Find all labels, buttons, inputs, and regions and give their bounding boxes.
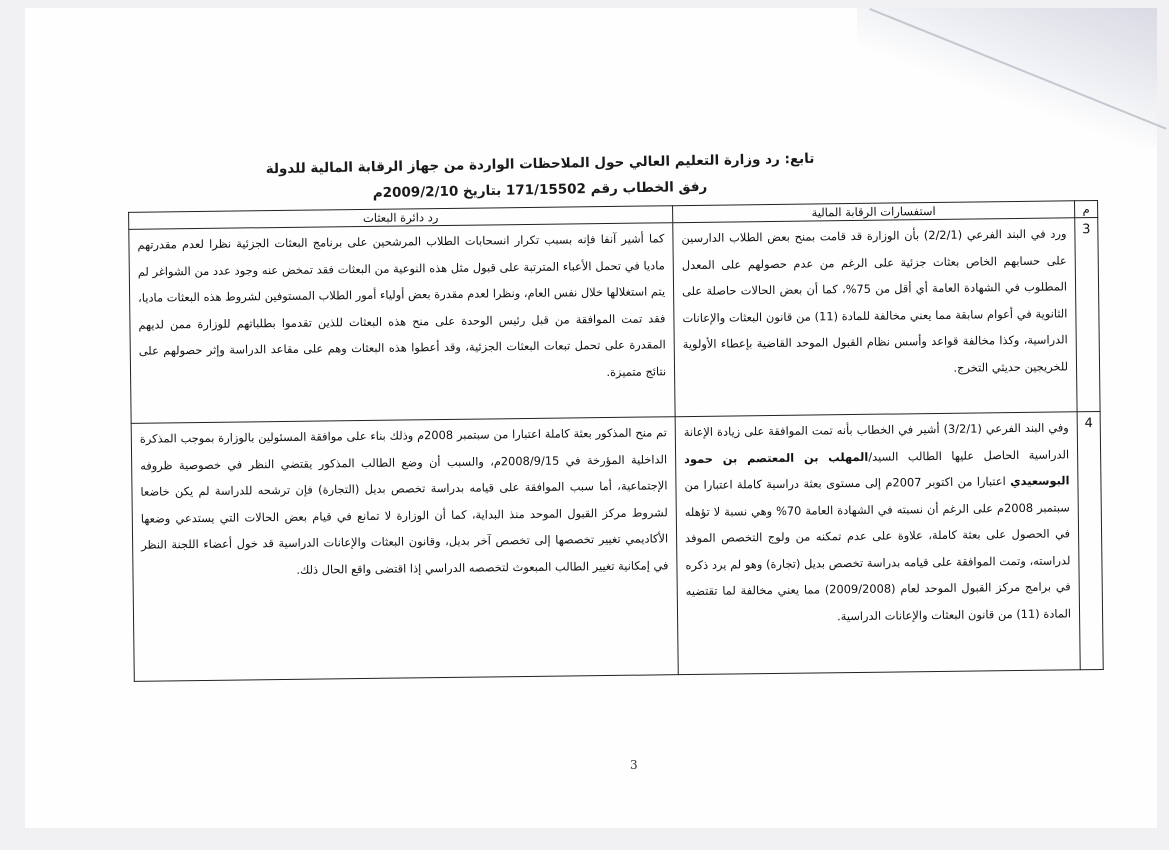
- table-row: [131, 411, 1103, 681]
- inquiry-text: ورد في البند الفرعي (2/2/1) بأن الوزارة قد قامت بمنح بعض الطلاب الدارسين على حسابهم الخاص بعثات جزئية على الرغم من عدم حصولهم على المعدل المطلوب في الشهادة العامة أي أقل من 75%، كما أن بعض الحالات حاصلة على الثانوية في أعوام سابقة مما يعني مخالفة للمادة (11) من قانون البعثات والإعانات الدراسية، وكذا مخالفة قواعد وأسس نظام القبول الموحد القاضية بإعطاء الأولوية للخريجين حديثي التخرج.: [673, 218, 1077, 417]
- letter-reference: رفق الخطاب رقم 171/15502 بتاريخ 2009/2/10م: [372, 178, 708, 202]
- header-num: م: [1075, 201, 1098, 218]
- inquiry-text: [675, 412, 1080, 675]
- inquiry-text-part1: وفي البند الفرعي (3/2/1) أشير في الخطاب بأنه تمت الموافقة على زيادة الإعانة الدراسية الحاصل عليها الطالب السيد/: [683, 420, 1070, 464]
- notes-table: [128, 200, 1104, 682]
- row-number: 4: [1077, 411, 1103, 669]
- reply-text: تم منح المذكور بعثة كاملة اعتبارا من سبتمبر 2008م وذلك بناء على موافقة المسئولين بالوزارة بموجب المذكرة الداخلية المؤرخة في 2008/9/15م، والسبب أن وضع الطالب المذكور يقتضي النظر في خصوصية ظروفه الإجتماعية، أما سبب الموافقة على قيامه بدراسة تخصص بديل (التجارة) فإن ترشحه للدراسة لم يكن خاضعا لشروط مركز القبول الموحد منذ البداية، كما أن الوزارة لا تمانع في قيام بعض الحالات التي يستدعي وضعها الأكاديمي تغيير تخصصها إلى تخصص آخر بديل، وقانون البعثات والإعانات الدراسية قد خول أعضاء اللجنة النظر في إمكانية تغيير الطالب المبعوث لتخصصه الدراسي إذا اقتضى واقع الحال ذلك.: [131, 417, 678, 682]
- reply-text: كما أشير آنفا فإنه بسبب تكرار انسحابات الطلاب المرشحين على برنامج البعثات الجزئية نظرا لعدم مقدرتهم ماديا في تحمل الأعباء المترتبة على قبول مثل هذه النوعية من البعثات فقد تمخض عنه وجود عدد من الشواغر لم يتم استغلالها خلال نفس العام، ونظرا لعدم مقدرة بعض أولياء أمور الطلاب المستوفين لشروط هذه البعثات ماديا، فقد تمت الموافقة من قبل رئيس الوحدة على منح هذه البعثات للذين تقدموا بطلباتهم للوزارة ممن لديهم المقدرة على تحمل تبعات البعثات الجزئية، وقد أعطوا هذه البعثات وهم على مقاعد الدراسة وإثر حصولهم على نتائج متميزة.: [129, 223, 675, 424]
- header-reply: رد دائرة البعثات: [129, 206, 673, 230]
- page-number: 3: [630, 758, 638, 772]
- document-title: تابع: رد وزارة التعليم العالي حول الملاحظات الواردة من جهاز الرقابة المالية للدولة: [265, 150, 815, 178]
- student-name: المهلب بن المعتصم بن حمود البوسعيدي: [684, 449, 1070, 489]
- folded-corner: [857, 8, 1157, 148]
- row-number: 3: [1075, 218, 1100, 412]
- inquiry-text-part2: اعتبارا من اكتوبر 2007م إلى مستوى بعثة دراسية كاملة اعتبارا من سبتمبر 2008م على الرغم أن نسبته في الشهادة العامة 70% وهي نسبة لا تؤهله في الحصول على بعثة كاملة، علاوة على عدم تمكنه من ولوج التخصص الموفد لدراسته، وتمت الموافقة على قيامه بدراسة تخصص بديل (تجارة) وهو لم يرد ذكره في برامج مركز القبول الموحد لعام (2009/2008) مما يعني مخالفة لما تقتضيه المادة (11) من قانون البعثات والإعانات الدراسية.: [684, 474, 1072, 623]
- table-row: [129, 218, 1100, 424]
- header-inquiries: استفسارات الرقابة المالية: [673, 201, 1075, 223]
